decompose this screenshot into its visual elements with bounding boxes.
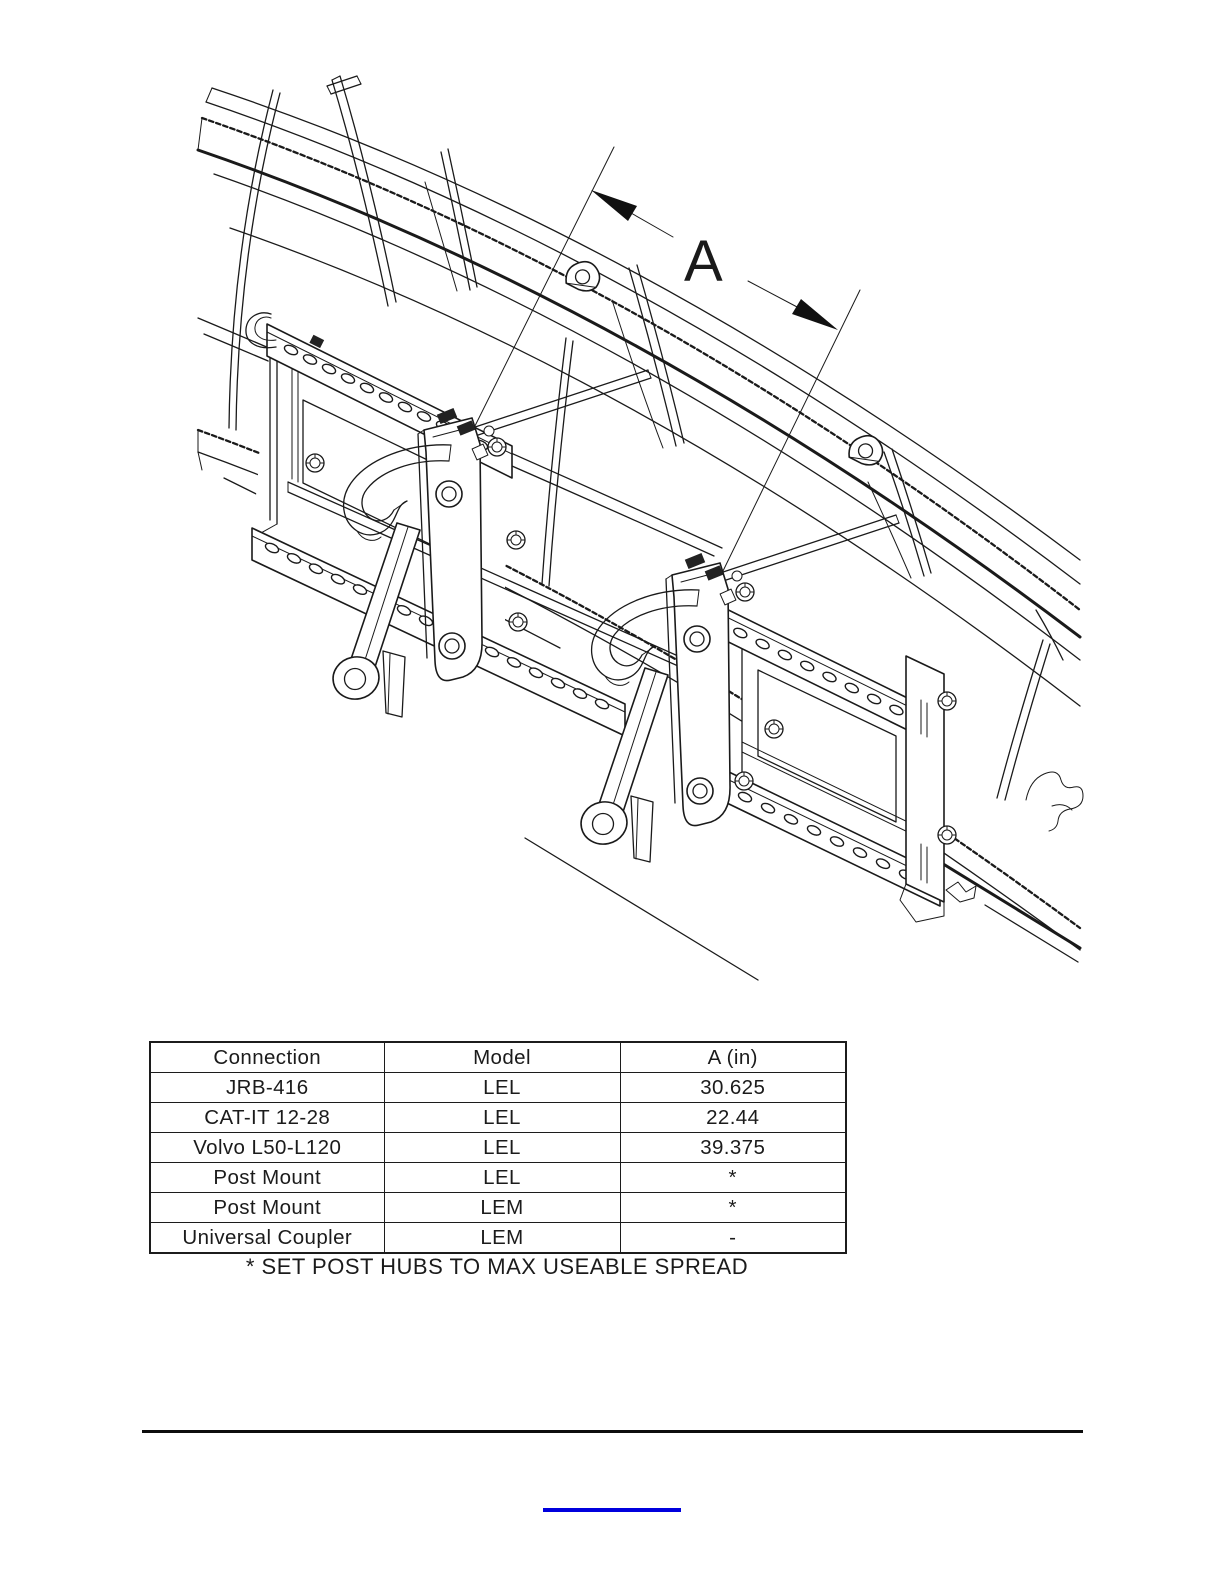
table-row bbox=[150, 1133, 846, 1163]
col-header-model: Model bbox=[384, 1042, 620, 1073]
table-cell-connection: Post Mount bbox=[150, 1193, 384, 1223]
table-row bbox=[150, 1073, 846, 1103]
dimension-arrowhead-right bbox=[792, 299, 838, 330]
table-cell-connection: Universal Coupler bbox=[150, 1223, 384, 1254]
spread-table bbox=[149, 1041, 847, 1254]
table-cell-connection: Volvo L50-L120 bbox=[150, 1133, 384, 1163]
col-header-a-in: A (in) bbox=[620, 1042, 846, 1073]
table-cell-connection: Post Mount bbox=[150, 1163, 384, 1193]
table-row bbox=[150, 1103, 846, 1133]
lifting-eyelet-right bbox=[847, 433, 885, 467]
table-cell-model: LEM bbox=[384, 1223, 620, 1254]
table-cell-a_in: 39.375 bbox=[620, 1133, 846, 1163]
table-cell-connection: JRB-416 bbox=[150, 1073, 384, 1103]
table-cell-model: LEL bbox=[384, 1163, 620, 1193]
col-header-connection: Connection bbox=[150, 1042, 384, 1073]
table-footnote: * SET POST HUBS TO MAX USEABLE SPREAD bbox=[245, 1254, 749, 1279]
table-cell-a_in: - bbox=[620, 1223, 846, 1254]
table-row bbox=[150, 1223, 846, 1254]
table-cell-model: LEL bbox=[384, 1103, 620, 1133]
table-cell-model: LEL bbox=[384, 1073, 620, 1103]
dimension-label-a: A bbox=[684, 229, 723, 294]
table-row bbox=[150, 1193, 846, 1223]
table-row bbox=[150, 1163, 846, 1193]
table-cell-a_in: 30.625 bbox=[620, 1073, 846, 1103]
lifting-eyelet-left bbox=[564, 259, 602, 293]
table-cell-connection: CAT-IT 12-28 bbox=[150, 1103, 384, 1133]
table-cell-a_in: 22.44 bbox=[620, 1103, 846, 1133]
right-mount-assembly bbox=[700, 596, 956, 922]
footer-link[interactable] bbox=[543, 1508, 681, 1512]
dimension-arrowhead-left bbox=[591, 190, 637, 221]
table-cell-model: LEM bbox=[384, 1193, 620, 1223]
table-cell-model: LEL bbox=[384, 1133, 620, 1163]
table-header-row bbox=[150, 1042, 846, 1073]
table-cell-a_in: * bbox=[620, 1193, 846, 1223]
table-cell-a_in: * bbox=[620, 1163, 846, 1193]
footer-divider-line bbox=[142, 1430, 1083, 1433]
